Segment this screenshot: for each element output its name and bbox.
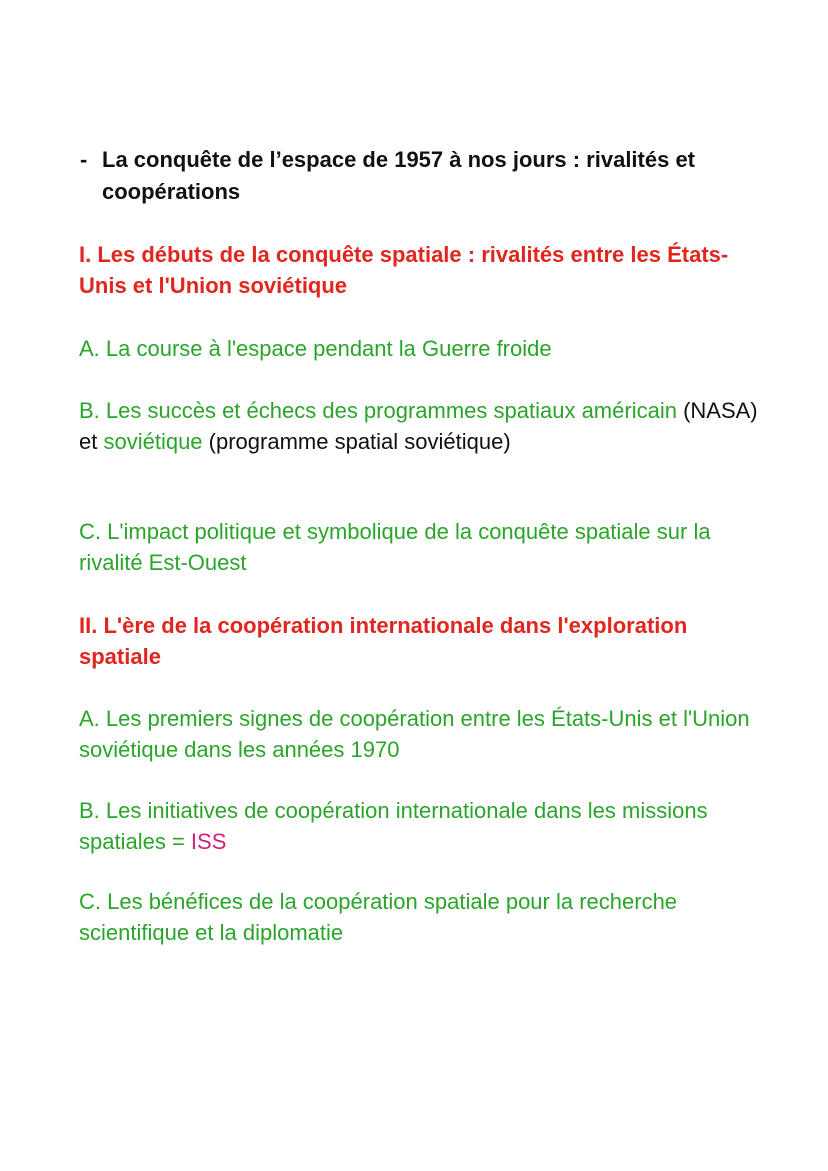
section-1-heading: I. Les débuts de la conquête spatiale : rivalités entre les États-Unis et l'Union soviétique bbox=[79, 242, 729, 298]
section-1-item-c: C. L'impact politique et symbolique de la conquête spatiale sur la rivalité Est-Ouest bbox=[79, 519, 711, 575]
document-title bbox=[80, 144, 760, 208]
item-b-text-green: B. Les initiatives de coopération internationale dans les missions spatiales = bbox=[79, 798, 708, 854]
iss-highlight: ISS bbox=[190, 829, 227, 854]
item-b-text-sovietique: soviétique bbox=[103, 429, 203, 454]
title-text: La conquête de l’espace de 1957 à nos jours : rivalités et coopérations bbox=[102, 147, 696, 204]
item-b-text-nasa: (NASA) et bbox=[79, 398, 758, 454]
section-1-item-b bbox=[79, 395, 769, 457]
section-2-item-c: C. Les bénéfices de la coopération spatiale pour la recherche scientifique et la diplomatie bbox=[79, 889, 678, 945]
section-2-item-b bbox=[79, 795, 769, 857]
title-bullet: - bbox=[80, 147, 88, 172]
section-1-item-a: A. La course à l'espace pendant la Guerre froide bbox=[79, 336, 552, 361]
section-2-heading: II. L'ère de la coopération internationale dans l'exploration spatiale bbox=[79, 613, 688, 669]
item-b-text-program: (programme spatial soviétique) bbox=[202, 429, 511, 454]
item-b-text-green: B. Les succès et échecs des programmes spatiaux américain bbox=[79, 398, 677, 423]
section-2-item-a: A. Les premiers signes de coopération entre les États-Unis et l'Union soviétique dans les années 1970 bbox=[79, 706, 750, 762]
